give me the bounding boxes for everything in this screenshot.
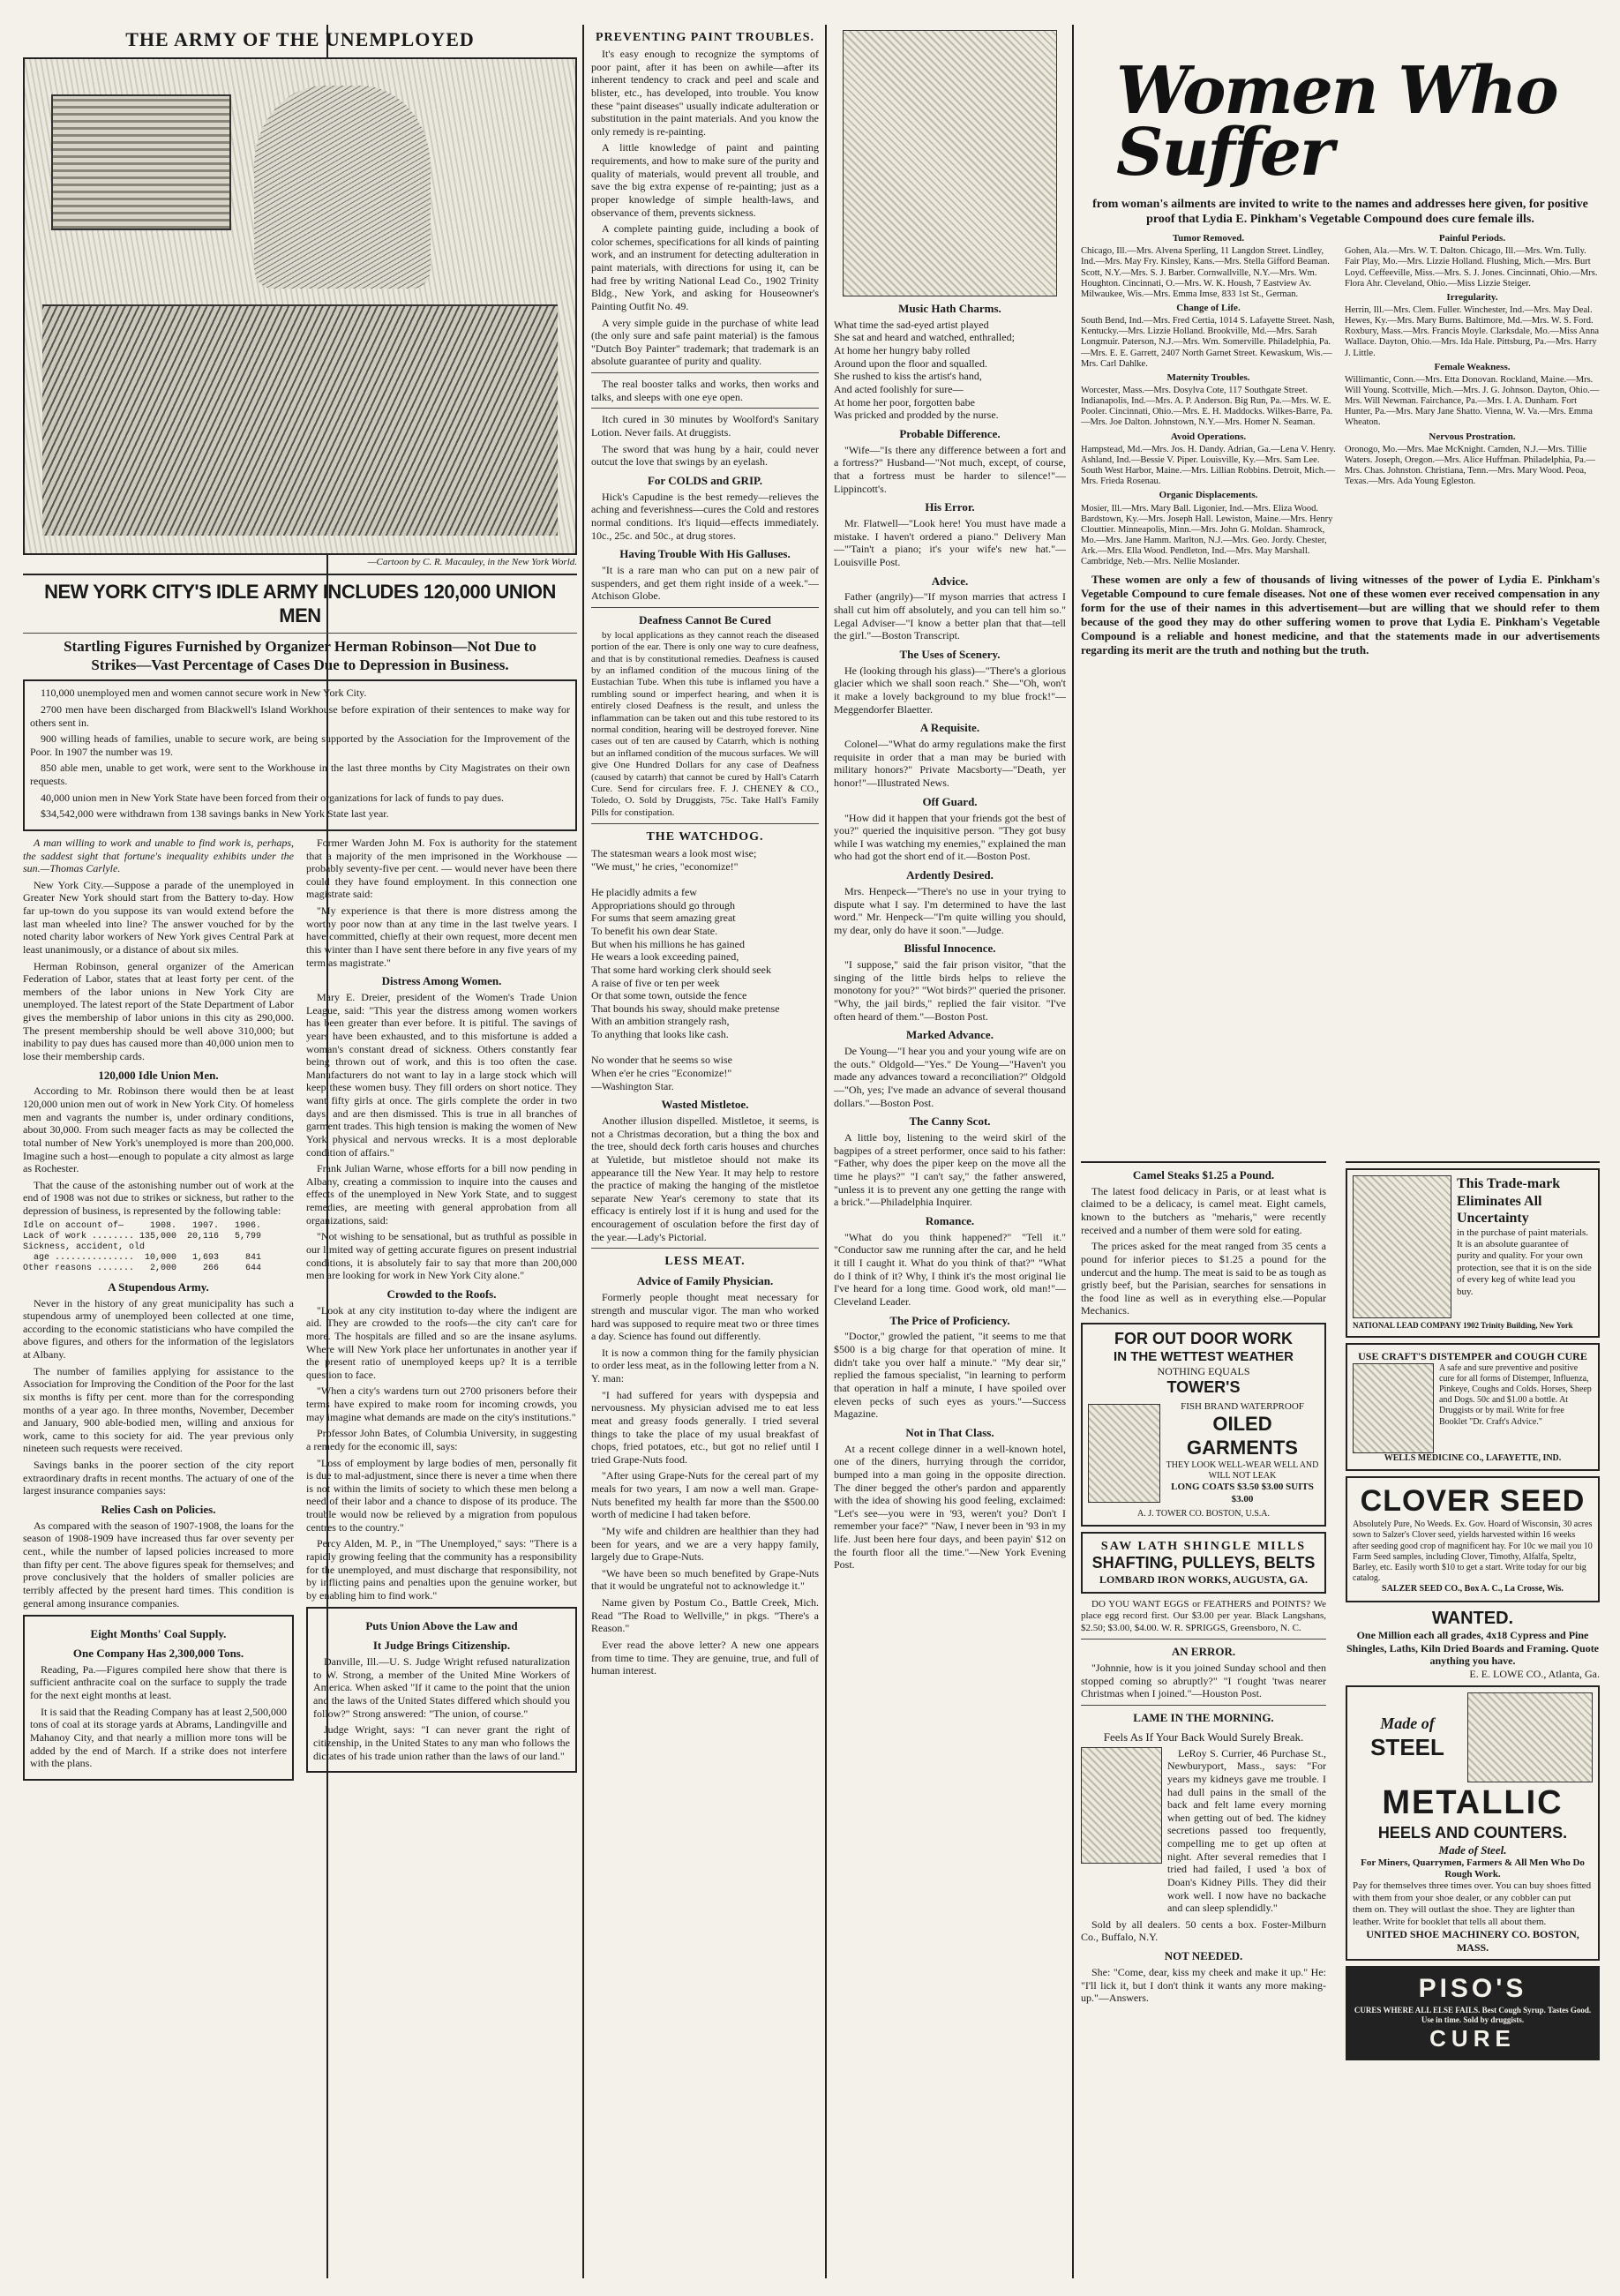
national-lead-ad <box>1346 1168 1600 1338</box>
music-illustration <box>843 30 1057 296</box>
section-title: Music Hath Charms. <box>898 302 1001 315</box>
pinkham-advertisement <box>1076 25 1605 1145</box>
cartoon-tree <box>254 86 431 289</box>
poem-line: To benefit his own dear State. <box>591 925 718 938</box>
column-5 <box>1076 1156 1331 2278</box>
column-3 <box>586 25 824 2278</box>
category-title: Tumor Removed. <box>1172 232 1245 244</box>
ad-footer: WELLS MEDICINE CO., LAFAYETTE, IND. <box>1384 1452 1562 1463</box>
paragraph: Former Warden John M. Fox is authority for the statement that a majority of the men imprisoned in the Workhouse — probably seventy-five per cent. — would never have been there could they have found employment. In this connection one magistrate said: <box>306 836 577 901</box>
ad-line: NOTHING EQUALS <box>1157 1365 1250 1378</box>
stat-line: 900 willing heads of families, unable to secure work, are being supported by the Association for the Improvement of the Poor. In 1907 the number was 19. <box>30 732 570 758</box>
paragraph: According to Mr. Robinson there would then be at least 120,000 union men out of work in New York City. Of homeless men and vagrants the number is, under ordinary conditions, about 30,000. From such meager facts as may be collected the total number of New York's unemployed is more than 200,000. Imagine such a host—enough to populate a city almost as large as Rochester. <box>23 1084 294 1175</box>
paragraph: The sword that was hung by a hair, could never outcut the love that swings by an eyelash. <box>591 442 819 469</box>
paragraph: Colonel—"What do army regulations make the first requisite in order that a man may be buried with military honors?" Private Macsborty—"Death, yer honor!"—Illustrated News. <box>834 738 1066 790</box>
ad-body: CURES WHERE ALL ELSE FAILS. Best Cough Syrup. Tastes Good. Use in time. Sold by druggists. <box>1354 2005 1592 2024</box>
name-list: Gohen, Ala.—Mrs. W. T. Dalton. Chicago, Ill.—Mrs. Wm. Tully. Fair Play, Mo.—Mrs. Lizzie Holland. Flushing, Mich.—Mrs. Burt Loyd. Ceffeeville, Miss.—Mrs. S. J. Jones. Cincinnati, Ohio.—Mrs. Flora Ahr. Cleveland, Ohio.—Miss Lizzie Steiger. <box>1345 246 1598 289</box>
poem-line <box>591 1041 819 1054</box>
paragraph: "My wife and children are healthier than they had been for years, and we are a very happy family, largely due to Grape-Nuts. <box>591 1524 819 1564</box>
poem-line: And acted foolishly for sure— <box>834 382 964 395</box>
paragraph: It's easy enough to recognize the symptoms of poor paint, after it has been on awhile—after its inherent tendency to crack and peel and scale and blister, etc., has developed, into trouble. You know these "paint diseases" usually indicate adulteration or substitution in the paint materials. And you know the only remedy is re-painting. <box>591 48 819 138</box>
subhead: Crowded to the Roofs. <box>386 1287 497 1301</box>
fisherman-illustration <box>1088 1404 1160 1503</box>
testimonial-list-right <box>1345 230 1600 568</box>
section-title: The Canny Scot. <box>909 1114 991 1129</box>
poem-line: The statesman wears a look most wise; <box>591 847 757 860</box>
poem-line: For sums that seem amazing great <box>591 912 736 925</box>
ad-line: Made of Steel. <box>1438 1842 1507 1857</box>
poem-line: No wonder that he seems so wise <box>591 1054 732 1067</box>
poem-line: At home her hungry baby rolled <box>834 344 971 357</box>
section-title: The Uses of Scenery. <box>899 647 1001 661</box>
subhead: 120,000 Idle Union Men. <box>98 1068 219 1082</box>
ad-line: THEY LOOK WELL-WEAR WELL AND WILL NOT LEAK <box>1166 1460 1319 1482</box>
paragraph: "Wife—"Is there any difference between a fort and a fortress?" Husband—"Not much, except, of course, that a fortress must be harder to silence!"—Lippincott's. <box>834 443 1066 495</box>
name-list: South Bend, Ind.—Mrs. Fred Certia, 1014 S. Lafayette Street. Nash, Kentucky.—Mrs. Lizzie Holland. Brookville, Md.—Mrs. Sarah Longmuir. Paterson, N.J.—Mrs. Wm. Somerville. Philadelphia, Pa.—Mrs. E. E. Garrett, 2407 North Garnet Street. Kewaskum, Wis.—Mrs. Carl Dahlke. <box>1081 316 1335 369</box>
paragraph: "Loss of employment by large bodies of men, personally fit is due to mal-adjustment, since there is never a time when there is not within the limits of society to which these men belong a need of their labor and a chance to dispose of its produce. The trouble would now be relieved by a migration from populous centres to the country." <box>306 1456 577 1534</box>
ad-line: Uncertainty <box>1457 1211 1529 1227</box>
column-rule <box>825 25 827 2278</box>
ad-body: Pay for themselves three times over. You can buy shoes fitted with them from your shoe dealer, or any cobbler can put them on. They will outlast the shoe. They are lighter than leather. Write for booklet that tells all about them. <box>1353 1880 1592 1927</box>
paragraph: "Look at any city institution to-day where the indigent are aid. They are crowded to the roofs—the city can't care for more. The hospitals are filled and so are the insane asylums. Where will New York place her unfortunates in another year if the present ratio of unemployed keeps up? It is a terrible question to face. <box>306 1303 577 1381</box>
ad-line: For Miners, Quarrymen, Farmers & All Men Who Do Rough Work. <box>1361 1857 1585 1880</box>
pisos-cure-ad <box>1346 1966 1600 2060</box>
name-list: Chicago, Ill.—Mrs. Alvena Sperling, 11 Langdon Street. Lindley, Ind.—Mrs. May Fry. Kinsley, Kans.—Mrs. Stella Gifford Beaman. Scott, N.Y.—Mrs. S. J. Barber. Cornwallville, N.Y.—Mrs. Wm. Houghton. Cincinnati, O.—Mrs. W. K. Housh, 7 Eastview Av. Milwaukee, Wis.—Mrs. Emma Imse, 833 1st St., German. <box>1081 246 1330 299</box>
poem-line: He wears a look exceeding pained, <box>591 950 739 964</box>
name-list: Herrin, Ill.—Mrs. Clem. Fuller. Winchester, Ind.—Mrs. May Deal. Hewes, Ky.—Mrs. Mary Burns. Baltimore, Md.—Mrs. W. S. Ford. Roxbury, Mass.—Mrs. Francis Moyle. Clarksdale, Mo.—Miss Anna Wallace. Dayton, Ohio.—Mrs. Ida Hale. Pittsburg, Pa.—Mrs. Harry J. Little. <box>1345 305 1600 358</box>
article-column-right <box>306 837 577 1786</box>
section-title: Marked Advance. <box>906 1028 994 1042</box>
poem-line: That bounds his sway, should make pretense <box>591 1002 780 1015</box>
column-4 <box>829 25 1071 2278</box>
ad-line: SAW LATH SHINGLE MILLS <box>1100 1540 1307 1554</box>
ad-title: PISO'S <box>1418 1974 1527 2004</box>
name-list: Hampstead, Md.—Mrs. Jos. H. Dandy. Adrian, Ga.—Lena V. Henry. Ashland, Ind.—Bessie V. Piper. Louisville, Ky.—Mrs. Sam Lee. South West Harbor, Maine.—Mrs. Lillian Robbins. Detroit, Mich.—Mrs. Frieda Rosenau. <box>1081 445 1336 487</box>
ad-line: Eliminates All <box>1457 1193 1542 1209</box>
poem-line: A raise of five or ten per week <box>591 976 720 989</box>
column-rule <box>1072 25 1074 2278</box>
section-title: Romance. <box>925 1213 975 1227</box>
poem-line: That some hard working clerk should seek <box>591 963 771 976</box>
paragraph: As compared with the season of 1907-1908, the loans for the season of 1908-1909 have increased thus far over seventy per cent., while the number of lapsed policies increased to more than fifty per cent. The above figures speak for themselves; and prove conclusively that the holders of smaller policies are terribly affected by the present hard times. This condition is general among insurance companies. <box>23 1519 294 1609</box>
name-list: Mosier, Ill.—Mrs. Mary Ball. Ligonier, Ind.—Mrs. Eliza Wood. Bardstown, Ky.—Mrs. Joseph Hall. Lewiston, Maine.—Mrs. Henry Clouttier. Minneapolis, Minn.—Mrs. John G. Moldan. Shamrock, Mo.—Mrs. Jane Hamm. Marlton, N.J.—Mrs. Geo. Jordy. Chester, Ark.—Mrs. Ella Wood. Pendleton, Ind.—Mrs. May Marshall. Cambridge, Neb.—Mrs. Nellie Moslander. <box>1081 504 1333 567</box>
paragraph: The number of families applying for assistance to the Association for Improving the Condition of the Poor for the last six months is fifty per cent. more than for the corresponding months of a year ago. In three months, November, December and January, 900 able-bodied men, willing and anxious for work, came to this society for aid. The year previous only nineteen such requests were received. <box>23 1364 294 1455</box>
section-title: Wasted Mistletoe. <box>661 1098 749 1112</box>
box-subtitle: One Company Has 2,300,000 Tons. <box>72 1646 244 1660</box>
paragraph: A very simple guide in the purchase of white lead (the only sure and safe paint material) is the famous "Dutch Boy Painter" trademark; that trademark is an absolute guarantee of purity and quality. <box>591 316 819 368</box>
ad-footer: SALZER SEED CO., Box A. C., La Crosse, Wis. <box>1382 1584 1564 1594</box>
paragraph: A complete painting guide, including a book of color schemes, specifications for all kinds of painting work, and an instrument for detecting adulteration in paint materials, with directions for using it, can be had free by writing National Lead Co., 1902 Trinity Bldg., New York, and asking for Houseowner's Painting Outfit No. 49. <box>591 222 819 312</box>
paragraph: That the cause of the astonishing number out of work at the end of 1908 was not due to strikes or sickness, but rather to the depression of business, is represented by the following table: <box>23 1178 294 1218</box>
section-title: The Price of Proficiency. <box>889 1313 1010 1327</box>
paragraph: "We have been so much benefited by Grape-Nuts that it would be ungrateful not to acknowledge it." <box>591 1566 819 1593</box>
section-title: NOT NEEDED. <box>1164 1949 1243 1963</box>
poem-line <box>591 874 819 887</box>
ad-line: LONG COATS $3.50 $3.00 SUITS $3.00 <box>1171 1482 1314 1504</box>
paragraph: Itch cured in 30 minutes by Woolford's Sanitary Lotion. Never fails. At druggists. <box>591 413 819 439</box>
poem-line: He placidly admits a few <box>591 886 697 899</box>
main-headline: NEW YORK CITY'S IDLE ARMY INCLUDES 120,000 UNION MEN <box>44 581 556 627</box>
section-subtitle: Advice of Family Physician. <box>636 1274 774 1288</box>
metallic-heels-ad <box>1346 1685 1600 1961</box>
paragraph: "It is a rare man who can put on a new pair of suspenders, and get them right inside of a week."—Atchison Globe. <box>591 564 819 603</box>
name-list: Oronogo, Mo.—Mrs. Mae McKnight. Camden, N.J.—Mrs. Tillie Waters. Joseph, Oregon.—Mrs. Alice Huffman. Philadelphia, Pa.—Mrs. Chas. Johnston. Christiana, Tenn.—Mrs. Mary Wood. Peoa, Texas.—Mrs. Ada Young Egleston. <box>1345 445 1595 487</box>
column-6 <box>1340 1156 1605 2278</box>
poem-line: Appropriations should go through <box>591 898 735 912</box>
ad-footer: CURE <box>1429 2024 1516 2052</box>
poem-line: She rushed to kiss the artist's hand, <box>834 370 982 383</box>
crafts-distemper-ad <box>1346 1343 1600 1471</box>
ad-line: LOMBARD IRON WORKS, AUGUSTA, GA. <box>1099 1573 1308 1587</box>
poem-line: "We must," he cries, "economize!" <box>591 859 739 873</box>
paragraph: "Doctor," growled the patient, "it seems to me that $500 is a big charge for that operation of mine. It didn't take you over half a minute." "My dear sir," replied the famous specialist, "in learning to perform that operation in half a minute, I have spoiled over eleven pecks of such eyes as yours."—Success Magazine. <box>834 1330 1066 1421</box>
ad-title: CLOVER SEED <box>1360 1483 1586 1518</box>
cartoon-building <box>51 94 231 230</box>
ad-footer: NATIONAL LEAD COMPANY 1902 Trinity Building, New York <box>1353 1321 1573 1330</box>
section-title: AN ERROR. <box>1171 1645 1236 1659</box>
ad-line: STEEL <box>1370 1733 1444 1760</box>
section-title: Having Trouble With His Galluses. <box>619 547 791 561</box>
paragraph: The real booster talks and works, then works and talks, and sleeps with one eye open. <box>591 378 819 403</box>
idle-table: Idle on account of— 1908. 1907. 1906. Lack of work ........ 135,000 20,116 5,799 Sickness, accident, old age ............... 10,000 1,693 841 Other reasons ....... 2,000 266 644 <box>23 1220 262 1274</box>
clover-seed-ad <box>1346 1476 1600 1602</box>
poem-line: Was pricked and prodded by the nurse. <box>834 409 999 422</box>
paragraph: Mary E. Dreier, president of the Women's Trade Union League, said: "This year the distress among women workers has been greater than ever before. It is pitiful. The savings of years have been exhausted, and to this misfortune is added a woman's constant dread of sickness. Others constantly fear being thrown out of work, and this is too often the case. Manufacturers do not want to lay in a large stock which will keep these women busy. They fill orders on short notice. They want fifty girls at once. The girls complete the order in two days, and are then dismissed. This is true in all branches of garment trades. This high tension is making the women of New York physical and nervous wrecks. It is a most deplorable condition of affairs." <box>306 991 577 1159</box>
paragraph: "Johnnie, how is it you joined Sunday school and then stopped coming so abruptly?" "I t'ought 'twas nearer Christmas when I joined."—Houston Post. <box>1081 1662 1326 1700</box>
ad-body: One Million each all grades, 4x18 Cypress and Pine Shingles, Laths, Kiln Dried Boards and Framing. Quote anything you have. <box>1346 1628 1600 1668</box>
paragraph: Judge Wright, says: "I can never grant the right of citizenship, in the United States to any man who follows the dictates of his trade union rather than the laws of our land." <box>313 1723 570 1762</box>
paragraph: Percy Alden, M. P., in "The Unemployed," says: "There is a rapidly growing feeling that the community has a responsibility for the unemployed, and must discharge that responsibility, not by inflicting pains and penalties upon the genuine worker, but by enabling him to find work." <box>306 1537 577 1602</box>
horse-illustration <box>1353 1363 1434 1453</box>
paragraph: He (looking through his glass)—"There's a glorious glacier which we shall soon reach." She—"Oh, won't it make a lovely background to my blue frock!"—Meggendorfer Blaetter. <box>834 664 1066 716</box>
section-title: THE WATCHDOG. <box>646 830 764 844</box>
poem-line: When e'er he cries "Economize!" <box>591 1066 732 1079</box>
section-title: PREVENTING PAINT TROUBLES. <box>595 31 815 44</box>
paragraph: "My experience is that there is more distress among the worthy poor now than at any time in the last twelve years. I have committed, chiefly at their own request, more decent men this winter than I have sent there before in any five years of my term as magistrate." <box>306 904 577 969</box>
stats-box <box>23 679 577 831</box>
ad-title: WANTED. <box>1431 1608 1514 1628</box>
article-column-left <box>23 837 294 1786</box>
poem-line: —Washington Star. <box>591 1079 674 1092</box>
ad-body: Absolutely Pure, No Weeds. Ex. Gov. Hoard of Wisconsin, 30 acres sown to Salzer's Clover seed, yields harvested within 16 weeks after seeding good crop of magnificent hay. For 10c we mail you 10 Farm Seed samples, including Clover, Timothy, Alfalfa, Speltz, Barley, etc. Easily worth $10 to get a start. Write today for our big catalog. <box>1353 1519 1593 1584</box>
subhead: Relies Cash on Policies. <box>101 1502 216 1516</box>
cartoon-image <box>23 57 577 555</box>
name-list: Willimantic, Conn.—Mrs. Etta Donovan. Rockland, Maine.—Mrs. Will Young. Scottville, Mich.—Mrs. J. G. Johnson. Dayton, Ohio.—Mrs. Will Newman. Fairchance, Pa.—Mrs. I. A. Dunham. Fort Hunter, Pa.—Mrs. Mary Jane Shatto. Vienna, W. Va.—Mrs. Emma Wheaton. <box>1345 375 1600 428</box>
subhead: A Stupendous Army. <box>108 1279 209 1294</box>
paragraph: She: "Come, dear, kiss my cheek and make it up." He: "I'll lick it, but I don't think it wants any more making-up."—Answers. <box>1081 1965 1326 2005</box>
box-title: Eight Months' Coal Supply. <box>90 1627 227 1641</box>
paragraph: At a recent college dinner in a well-known hotel, one of the diners, hurrying through the corridor, bumped into a man going in the opposite direction. The diner begged the other's pardon and apparently with the idea of showing his good feeling, exclaimed: "Let's see—you were in '93, weren't you? Don't I remember your face?" "Naw, I never been in '93 in my life. Just been here four days, and been payin' $12 on the fourth floor all the time."—New York Evening Post. <box>834 1442 1066 1572</box>
section-subtitle: Feels As If Your Back Would Surely Break. <box>1103 1730 1304 1744</box>
section-title: Probable Difference. <box>899 426 1001 440</box>
section-title: Ardently Desired. <box>906 868 994 882</box>
category-title: Painful Periods. <box>1438 232 1506 244</box>
ad-line: USE CRAFT'S DISTEMPER and COUGH CURE <box>1358 1349 1587 1362</box>
ad-closing: These women are only a few of thousands of living witnesses of the power of Lydia E. Pinkham's Vegetable Compound to cure female diseases. Not one of these women ever received compensation in any form for the use of their names in this advertisement—but are willing that we should refer to them because of the good they may do other suffering women to prove that Lydia E. Pinkham's Vegetable Compound is a reliable and honest medicine, and that the statements made in our advertisements regarding its merit are the truth and nothing but the truth. <box>1081 573 1600 657</box>
paragraph: "Not wishing to be sensational, but as truthful as possible in our limited way of getting accurate figures on present industrial conditions, it is absolutely fair to say that more than 200,000 men are looking for work in New York City alone." <box>306 1230 577 1282</box>
unemployed-article <box>18 25 582 2278</box>
paragraph: "What do you think happened?" "Tell it." "Conductor saw me running after the car, and he held it till I caught it. What do you think of that?" "What do I think of it? Why, I think it's the most original lie I've heard for a long time. Good work, old man!"—Cleveland Leader. <box>834 1230 1066 1308</box>
paragraph: Hick's Capudine is the best remedy—relieves the aching and feverishness—cures the Cold and restores normal conditions. It's liquid—effects immediately. 10c., 25c. and 50c., at drug stores. <box>591 490 819 542</box>
ad-body: in the purchase of paint materials. It is an absolute guarantee of purity and quality. For your own protection, see that it is on the side of every keg of white lead you buy. <box>1457 1227 1592 1297</box>
eggs-ad: DO YOU WANT EGGS or FEATHERS and POINTS? We place egg record first. Our $3.00 per year. Black Langshans, $2.50; $3.00, $4.00. W. R. SPRIGGS, Greensboro, N. C. <box>1081 1599 1326 1633</box>
portrait-illustration <box>1081 1747 1162 1864</box>
name-list: Worcester, Mass.—Mrs. Dosylva Cote, 117 Southgate Street. Indianapolis, Ind.—Mrs. A. P. Anderson. Big Run, Pa.—Mrs. W. E. Pooler. Cincinnati, Ohio.—Mrs. E. H. Maddocks. Wilkes-Barre, Pa.—Mrs. Joe Dalton. Johnstown, N.Y.—Mrs. Homer N. Seaman. <box>1081 386 1333 428</box>
category-title: Maternity Troubles. <box>1166 371 1250 383</box>
paragraph: A little boy, listening to the weird skirl of the bagpipes of a street performer, once said to his father: "Father, why does the piper keep on the move all the time he plays?" "I can't say," the father answered, "unless it is to prevent any one getting the range with a brick."—Philadelphia Inquirer. <box>834 1131 1066 1209</box>
paragraph: Reading, Pa.—Figures compiled here show that there is sufficient anthracite coal on the surface to supply the trade for the next eight months at least. <box>30 1662 287 1702</box>
paragraph: Danville, Ill.—U. S. Judge Wright refused naturalization to W. Strong, a member of the United Mine Workers of America. When asked "If it came to the point that the union and the laws of the United States differed which should you follow?" Strong answered: "The union, of course." <box>313 1655 570 1720</box>
section-title: LAME IN THE MORNING. <box>1133 1710 1274 1724</box>
paragraph: Father (angrily)—"If myson marries that actress I shall cut him off absolutely, and you can tell him so." Legal Adviser—"I know a better plan that that—tell the girl."—Boston Transcript. <box>834 590 1066 642</box>
stat-line: 40,000 union men in New York State have been forced from their organizations for lack of funds to pay dues. <box>41 791 504 804</box>
paragraph: Mr. Flatwell—"Look here! You must have made a mistake. I haven't ordered a piano." Delivery Man—"'Tain't a piano; it's your wife's new hat."—Louisville Post. <box>834 517 1066 568</box>
article-title: THE ARMY OF THE UNEMPLOYED <box>125 28 475 50</box>
coal-box <box>23 1615 294 1781</box>
section-title: Advice. <box>931 574 969 588</box>
paragraph: Professor John Bates, of Columbia University, in suggesting a remedy for the economic ill, says: <box>306 1427 577 1452</box>
paragraph: Sold by all dealers. 50 cents a box. Foster-Milburn Co., Buffalo, N.Y. <box>1081 1917 1326 1944</box>
stat-line: 2700 men have been discharged from Blackwell's Island Workhouse before expiration of their sentences to make way for others sent in. <box>30 702 570 729</box>
poem-line: Or that some town, outside the fence <box>591 989 747 1002</box>
ad-line: OILED GARMENTS <box>1187 1413 1298 1459</box>
paragraph: It is now a common thing for the family physician to order less meat, as in the following letter from a N. Y. man: <box>591 1346 819 1385</box>
ad-line: TOWER'S <box>1166 1377 1241 1396</box>
paragraph: LeRoy S. Currier, 46 Purchase St., Newburyport, Mass., says: "For years my kidneys gave me trouble. I had dull pains in the small of the back and felt lame every morning when getting out of bed. The kidney secretions passed too frequently, compelling me to get up often at night. After several remedies that I tried had failed, I used 'a box of Doan's Kidney Pills. They did their work well. I now have no backache and can sleep splendidly." <box>1167 1746 1326 1915</box>
paragraph: Frank Julian Warne, whose efforts for a bill now pending in Albany, creating a commission to inquire into the causes and effects of the unemployed in New York State, and to suggest remedies, are meeting with general approbation from all organizations, said: <box>306 1162 577 1227</box>
section-title: Off Guard. <box>922 794 978 808</box>
paragraph: New York City.—Suppose a parade of the unemployed in Greater New York should start from the Battery to-day. How far up-town do you suppose its van would extend before the last man wheeled into line? The answer vouched for by the noted charity labor workers of New York gives Central Park at least unanimously, or a distance of about six miles. <box>23 878 294 956</box>
poem-line: But when his millions he has gained <box>591 937 745 950</box>
poem-line: At home her poor, forgotten babe <box>834 395 975 409</box>
stat-line: $34,542,000 were withdrawn from 138 savings banks in New York State last year. <box>41 807 389 821</box>
category-title: Female Weakness. <box>1434 361 1511 372</box>
stat-line: 110,000 unemployed men and women cannot secure work in New York City. <box>41 687 367 700</box>
paragraph: Mrs. Henpeck—"There's no use in your trying to dispute what I say. I'm determined to have the last word." Mr. Henpeck—"I'm quite willing you should, my dear, only do have it soon."—Judge. <box>834 884 1066 936</box>
category-title: Avoid Operations. <box>1170 431 1247 442</box>
deck-headline: Startling Figures Furnished by Organizer Herman Robinson—Not Due to Strikes—Vast Percentage of Cases Due to Depression in Business. <box>64 637 536 673</box>
section-title: For COLDS and GRIP. <box>647 473 763 487</box>
ad-footer: UNITED SHOE MACHINERY CO. BOSTON, MASS. <box>1366 1928 1579 1954</box>
paragraph: "How did it happen that your friends got the best of you?" queried the inquisitive person. "They got busy while I was watching my enemies," explained the man who had got the short end of it.—Boston Post. <box>834 811 1066 863</box>
paragraph: "I suppose," said the fair prison visitor, "that the singing of the little birds helps to relieve the monotony for you?" "Wot birds?" queried the prisoner. "Why, the jail birds," replied the fair visitor. "I've often heard of them."—Boston Post. <box>834 958 1067 1023</box>
boot-illustration <box>1467 1692 1593 1782</box>
ad-footer: E. E. LOWE CO., Atlanta, Ga. <box>1469 1667 1600 1680</box>
paragraph: Herman Robinson, general organizer of the American Federation of Labor, states that at least forty per cent. of the members of the labor unions in New York City are unemployed. The latest report of the State Department of Labor gives the membership of labor unions in this city as 290,000. The present membership should be well above 310,000; but inability to pay dues has caused more than 40,000 union men to lose their membership cards. <box>23 959 294 1062</box>
section-title: A Requisite. <box>919 721 980 735</box>
union-law-box <box>306 1607 577 1773</box>
paragraph: A little knowledge of paint and painting requirements, and how to make sure of the purity and quality of materials, would prevent all trouble, and save the big extra expense of re-painting; just as a proper knowledge of simple health-laws, and observance of them, prevents sickness. <box>591 141 819 219</box>
poem-line: Around upon the floor and squalled. <box>834 356 987 370</box>
testimonial-list-left <box>1081 230 1336 568</box>
ad-line: FOR OUT DOOR WORK <box>1114 1330 1293 1348</box>
section-title: LESS MEAT. <box>664 1255 746 1269</box>
paragraph: De Young—"I hear you and your young wife are on the outs." Oldgold—"Yes." De Young—"Haven't you made any advances toward a reconciliation?" Oldgold—"Oh, yes; I've made an advance of several thousand dollars."—Boston Post. <box>834 1045 1066 1109</box>
stat-line: 850 able men, unable to get work, were sent to the Workhouse in the last three months by City Magistrates on their own requests. <box>30 762 570 788</box>
paragraph: by local applications as they cannot reach the diseased portion of the ear. There is only one way to cure deafness, and that is by constitutional remedies. Deafness is caused by an inflamed condition of the mucous lining of the Eustachian Tube. When this tube is inflamed you have a rumbling sound or imperfect hearing, and when it is entirely closed Deafness is the result, and unless the inflammation can be taken out and this tube restored to its normal condition, hearing will be destroyed forever. Nine cases out of ten are caused by Catarrh, which is nothing but an inflamed condition of the mucous surfaces. We will give One Hundred Dollars for any case of Deafness (caused by catarrh) that cannot be cured by Hall's Catarrh Cure. Send for circulars free. F. J. CHENEY & CO., Toledo, O. Sold by Druggists, 75c. Take Hall's Family Pills for constipation. <box>591 629 819 818</box>
ad-line: IN THE WETTEST WEATHER <box>1114 1349 1294 1365</box>
watchdog-poem <box>591 847 819 1092</box>
poem-line: To anything that looks like cash. <box>591 1028 729 1041</box>
ad-line: HEELS AND COUNTERS. <box>1377 1823 1568 1842</box>
paragraph: Ever read the above letter? A new one appears from time to time. They are genuine, true, and full of human interest. <box>591 1638 819 1677</box>
paragraph: "When a city's wardens turn out 2700 prisoners before their terms have expired to make room for incoming crowds, you may imagine what demands are made on the city's institutions." <box>306 1384 577 1423</box>
subhead: Distress Among Women. <box>381 974 502 988</box>
ad-line: Made of <box>1380 1714 1435 1732</box>
box-title: Puts Union Above the Law and <box>365 1619 518 1633</box>
section-title: His Error. <box>925 500 975 514</box>
ad-title: METALLIC <box>1382 1784 1564 1822</box>
poem-line: She sat and heard and watched, enthralled; <box>834 331 1015 344</box>
category-title: Organic Displacements. <box>1159 490 1258 501</box>
paragraph: The prices asked for the meat ranged from 35 cents a pound for inferior pieces to $1.25 a pound for the undercut and the hump. The meat is said to be as tough as gristly beef, but the Parisian, searches for sensations in the food line as well as in everything else.—Popular Mechanics. <box>1081 1240 1326 1317</box>
women-who-suffer-title: Women Who Suffer <box>1116 53 1557 191</box>
box-subtitle: It Judge Brings Citizenship. <box>372 1639 511 1653</box>
paragraph: The latest food delicacy in Paris, or at least what is claimed to be a delicacy, is camel meat. Eight camels, known to the butchers as "meharis," were recently received and a number of them were sold for eating. <box>1081 1184 1326 1236</box>
ad-body: A safe and sure preventive and positive cure for all forms of Distemper, Influenza, Pinkeye, Coughs and Colds. Horses, Sheep and Dogs. 50c and $1.00 a bottle. At Druggists or by mail. Write for free Booklet "Dr. Craft's Advice." <box>1439 1362 1592 1427</box>
carlyle-quote: A man willing to work and unable to find work is, perhaps, the saddest sight that fortune's inequality exhibits under the sun.—Thomas Carlyle. <box>23 836 294 875</box>
section-title: Camel Steaks $1.25 a Pound. <box>1132 1168 1275 1182</box>
article-body <box>23 837 577 1786</box>
cartoon-credit: —Cartoon by C. R. Macauley, in the New York World. <box>367 556 577 567</box>
paragraph: Never in the history of any great municipality has such a stupendous army of unemployed been collected at one time, according to the economic statisticians who have compiled the above figures, and others for the information of the legislators at Albany. <box>23 1296 294 1362</box>
poem-line: What time the sad-eyed artist played <box>834 318 989 331</box>
dutch-boy-illustration <box>1353 1175 1451 1318</box>
paragraph: "I had suffered for years with dyspepsia and nervousness. My physician advised me to eat less meat and greasy foods generally. I tried several things to take the place of my usual breakfast of chops, fried potatoes, etc., but got no relief until I tried Grape-Nuts food. <box>591 1388 819 1466</box>
ad-line: This Trade-mark <box>1457 1176 1561 1191</box>
category-title: Change of Life. <box>1176 302 1241 313</box>
paragraph: It is said that the Reading Company has at least 2,500,000 tons of coal at its storage yards at Abrams, Landingville and Mahanoy City, and that nearly a million more tons will be added by the end of March. If a strike does not interfere with the plans. <box>30 1705 287 1770</box>
category-title: Nervous Prostration. <box>1429 431 1516 442</box>
cartoon-crowd <box>42 304 558 536</box>
lombard-iron-works-ad <box>1081 1532 1326 1594</box>
ad-line: SHAFTING, PULLEYS, BELTS <box>1091 1554 1316 1572</box>
paragraph: "After using Grape-Nuts for the cereal part of my meals for two years, I am now a well man. Grape-Nuts benefited my health far more than the $500.00 worth of medicine I had taken before. <box>591 1469 819 1521</box>
music-poem <box>834 319 1066 422</box>
ad-line: FISH BRAND WATERPROOF <box>1181 1400 1304 1412</box>
ad-intro: from woman's ailments are invited to write to the names and addresses here given, for positive proof that Lydia E. Pinkham's Vegetable Compound does cure female ills. <box>1092 197 1588 226</box>
ad-line: A. J. TOWER CO. BOSTON, U.S.A. <box>1136 1509 1271 1519</box>
tower-fish-brand-ad <box>1081 1323 1326 1527</box>
paragraph: Formerly people thought meat necessary for strength and muscular vigor. The man who worked hard was supposed to require meat two or three times a day. Science has found out differently. <box>591 1291 819 1343</box>
paragraph: Another illusion dispelled. Mistletoe, it seems, is not a Christmas decoration, but a thing the box and the tree, should deck forth caris houses and churches at Yuletide, but mistletoe should not make its appearance till the New Year. It may help to restore the practice of making the hanging of the mistletoe separate New Year's ceremony to state that its efficacy is entirely lost if it is hung and used for the encouragement of osculation before the first day of the year.—Lady's Pictorial. <box>591 1114 819 1243</box>
section-title: Not in That Class. <box>905 1425 994 1439</box>
wanted-ad <box>1346 1608 1600 1681</box>
paragraph: Name given by Postum Co., Battle Creek, Mich. Read "The Road to Wellville," in pkgs. "There's a Reason." <box>591 1596 819 1635</box>
column-rule <box>582 25 584 2278</box>
category-title: Irregularity. <box>1446 291 1498 303</box>
section-title: Blissful Innocence. <box>904 942 996 956</box>
section-title: Deafness Cannot Be Cured <box>639 612 771 627</box>
paragraph: Savings banks in the poorer section of the city report extraordinary drafts in recent months. The actuary of one of the largest insurance companies says: <box>23 1459 294 1497</box>
testimonial-lists <box>1081 230 1600 568</box>
poem-line: With an ambition strangely rash, <box>591 1015 730 1028</box>
